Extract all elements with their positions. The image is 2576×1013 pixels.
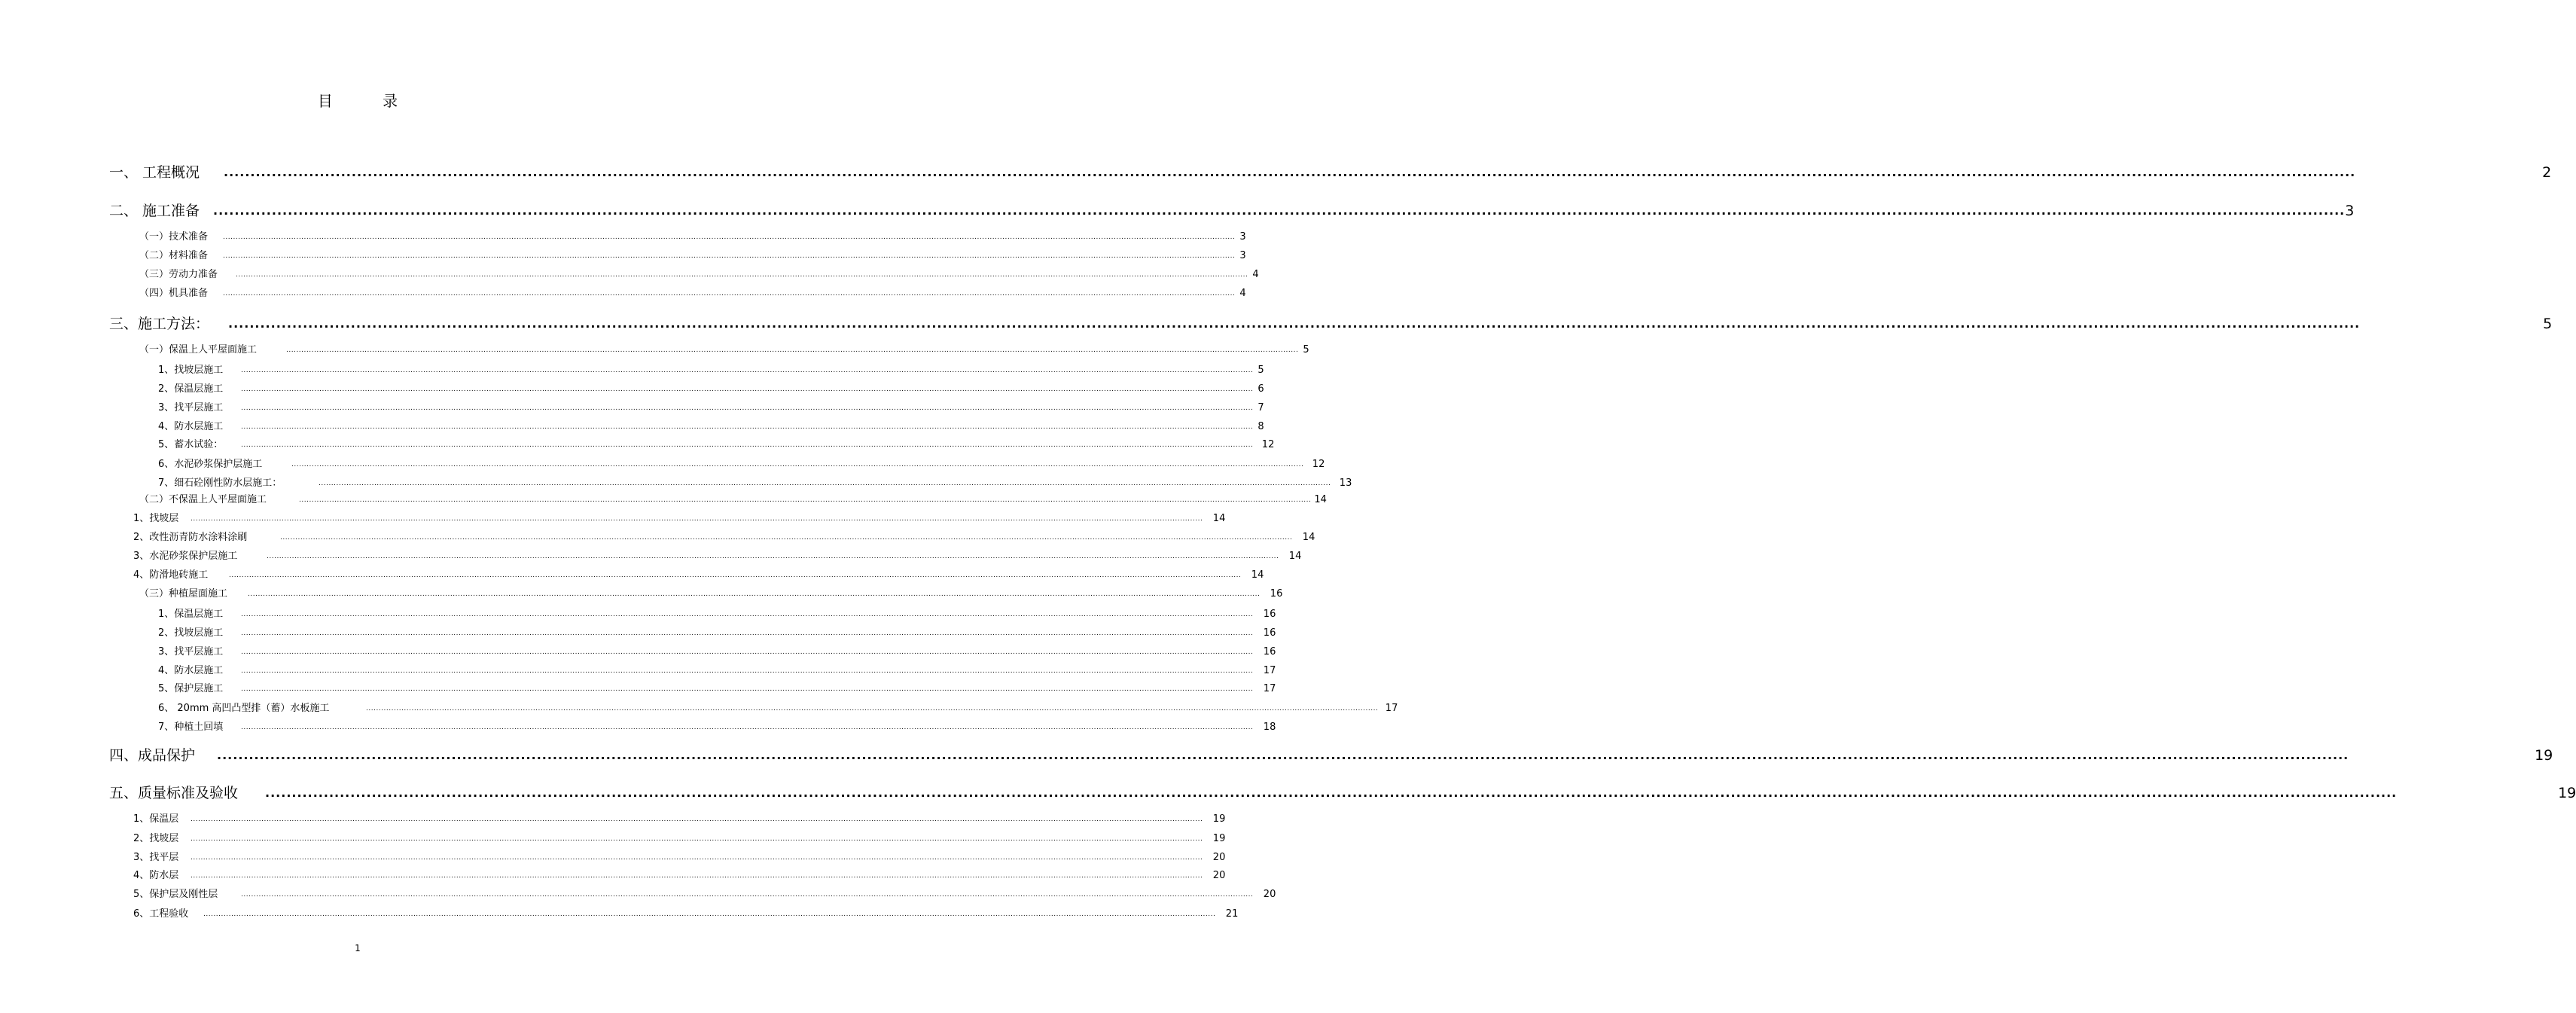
toc-entry-page: 17 — [1263, 683, 1276, 694]
toc-entry-page: 16 — [1263, 646, 1276, 658]
toc-entry — [158, 477, 1352, 490]
toc-entry — [133, 888, 1276, 902]
toc-entry-label: （三）劳动力准备 — [139, 269, 218, 280]
toc-entry-label: （一）保温上人平屋面施工 — [139, 344, 258, 355]
toc-leader-dots: ................................................................................................................................................................................................................................................................................................................................................................................................................ — [241, 630, 1254, 637]
toc-entry-label: 3、水泥砂浆保护层施工 — [133, 551, 238, 562]
toc-entry — [158, 383, 1264, 396]
toc-entry — [133, 832, 1226, 846]
toc-entry — [158, 627, 1276, 640]
toc-entry-label: 四、成品保护 — [109, 747, 196, 764]
toc-entry — [158, 664, 1276, 678]
toc-leader-dots: ................................................................................................................................................................................................................................................................................................................................................................................................................ — [265, 786, 2398, 800]
toc-leader-dots: ................................................................................................................................................................................................................................................................................................................................................................................................................ — [299, 496, 1312, 504]
toc-entry — [139, 343, 1309, 357]
toc-entry-page: 3 — [2345, 203, 2355, 219]
toc-leader-dots: ................................................................................................................................................................................................................................................................................................................................................................................................................ — [241, 386, 1254, 393]
toc-leader-dots: ................................................................................................................................................................................................................................................................................................................................................................................................................ — [223, 290, 1236, 297]
toc-leader-dots: ................................................................................................................................................................................................................................................................................................................................................................................................................ — [224, 165, 2356, 179]
toc-entry-label: 6、 20mm 高凹凸型排（蓄）水板施工 — [158, 703, 330, 714]
toc-entry-page: 2 — [2542, 164, 2552, 181]
toc-entry-label: 1、保温层 — [133, 813, 179, 825]
toc-entry-page: 14 — [1212, 513, 1226, 524]
toc-leader-dots: ................................................................................................................................................................................................................................................................................................................................................................................................................ — [286, 346, 1299, 354]
toc-entry-page: 4 — [1239, 288, 1246, 299]
toc-leader-dots: ................................................................................................................................................................................................................................................................................................................................................................................................................ — [241, 648, 1254, 656]
toc-entry-page: 17 — [1263, 665, 1276, 676]
toc-entry-label: 4、防水层施工 — [158, 665, 224, 676]
toc-entry-label: 4、防水层 — [133, 870, 179, 881]
toc-entry-page: 6 — [1258, 383, 1264, 395]
toc-entry-label: （三）种植屋面施工 — [139, 588, 228, 600]
toc-entry — [158, 721, 1276, 734]
toc-leader-dots: ................................................................................................................................................................................................................................................................................................................................................................................................................ — [241, 423, 1254, 431]
toc-leader-dots: ................................................................................................................................................................................................................................................................................................................................................................................................................ — [319, 480, 1331, 487]
toc-entry-page: 19 — [2535, 747, 2553, 764]
toc-leader-dots: ................................................................................................................................................................................................................................................................................................................................................................................................................ — [366, 705, 1379, 712]
toc-entry-page: 18 — [1263, 722, 1276, 733]
toc-leader-dots: ................................................................................................................................................................................................................................................................................................................................................................................................................ — [280, 534, 1293, 542]
toc-entry-page: 20 — [1212, 870, 1226, 881]
toc-entry-page: 16 — [1270, 588, 1283, 600]
toc-leader-dots: ................................................................................................................................................................................................................................................................................................................................................................................................................ — [213, 203, 2346, 218]
toc-leader-dots: ................................................................................................................................................................................................................................................................................................................................................................................................................ — [241, 724, 1254, 731]
toc-entry — [133, 569, 1264, 582]
toc-entry-label: 2、改性沥青防水涂料涂刷 — [133, 532, 248, 543]
toc-leader-dots: ................................................................................................................................................................................................................................................................................................................................................................................................................ — [241, 441, 1254, 449]
toc-leader-dots: ................................................................................................................................................................................................................................................................................................................................................................................................................ — [241, 611, 1254, 618]
toc-entry-page: 19 — [2558, 785, 2576, 801]
toc-entry-label: 3、找平层施工 — [158, 646, 224, 658]
toc-entry-label: （二）材料准备 — [139, 250, 209, 261]
toc-entry-label: 2、保温层施工 — [158, 383, 224, 395]
toc-entry-page: 12 — [1261, 439, 1275, 450]
toc-entry-page: 19 — [1212, 813, 1226, 825]
toc-entry — [133, 851, 1226, 865]
toc-entry-label: 五、质量标准及验收 — [109, 785, 239, 801]
toc-entry — [139, 493, 1327, 507]
toc-entry — [109, 314, 2553, 334]
toc-entry-label: 三、施工方法： — [109, 316, 210, 332]
toc-leader-dots: ................................................................................................................................................................................................................................................................................................................................................................................................................ — [191, 515, 1203, 523]
toc-entry-page: 17 — [1385, 703, 1398, 714]
toc-entry — [133, 908, 1239, 921]
toc-entry — [109, 201, 2355, 221]
toc-entry-page: 7 — [1258, 402, 1264, 413]
toc-entry-page: 5 — [1303, 344, 1309, 355]
toc-entry — [133, 531, 1315, 545]
toc-leader-dots: ................................................................................................................................................................................................................................................................................................................................................................................................................ — [191, 816, 1203, 823]
toc-entry-label: 7、种植土回填 — [158, 722, 224, 733]
toc-leader-dots: ................................................................................................................................................................................................................................................................................................................................................................................................................ — [223, 252, 1236, 260]
toc-entry-page: 14 — [1288, 551, 1302, 562]
toc-leader-dots: ................................................................................................................................................................................................................................................................................................................................................................................................................ — [241, 667, 1254, 675]
toc-entry-page: 5 — [2543, 316, 2553, 332]
toc-entry-label: （二）不保温上人平屋面施工 — [139, 494, 267, 505]
toc-entry-page: 14 — [1251, 569, 1264, 581]
toc-entry-label: 2、找坡层 — [133, 833, 179, 844]
toc-entry-page: 8 — [1258, 421, 1264, 432]
toc-leader-dots: ................................................................................................................................................................................................................................................................................................................................................................................................................ — [241, 367, 1254, 374]
toc-entry-label: 1、找坡层 — [133, 513, 179, 524]
toc-entry-label: 4、防水层施工 — [158, 421, 224, 432]
toc-entry-page: 13 — [1339, 478, 1352, 489]
toc-entry — [133, 813, 1226, 826]
toc-title: 目 录 — [317, 92, 421, 110]
toc-entry-page: 16 — [1263, 609, 1276, 620]
toc-entry — [109, 163, 2552, 182]
toc-entry — [133, 550, 1302, 563]
toc-entry — [158, 645, 1276, 659]
toc-entry-label: 二、 施工准备 — [109, 203, 200, 219]
toc-entry — [139, 268, 1259, 282]
toc-leader-dots: ................................................................................................................................................................................................................................................................................................................................................................................................................ — [229, 572, 1242, 579]
toc-leader-dots: ................................................................................................................................................................................................................................................................................................................................................................................................................ — [241, 891, 1254, 899]
toc-entry-page: 14 — [1314, 494, 1327, 505]
toc-entry — [139, 249, 1246, 263]
toc-leader-dots: ................................................................................................................................................................................................................................................................................................................................................................................................................ — [191, 854, 1203, 862]
toc-leader-dots: ................................................................................................................................................................................................................................................................................................................................................................................................................ — [267, 553, 1279, 560]
toc-entry-label: 6、工程验收 — [133, 908, 189, 920]
toc-leader-dots: ................................................................................................................................................................................................................................................................................................................................................................................................................ — [223, 233, 1236, 241]
toc-entry-label: 3、找平层 — [133, 852, 179, 863]
toc-leader-dots: ................................................................................................................................................................................................................................................................................................................................................................................................................ — [191, 872, 1203, 880]
toc-leader-dots: ................................................................................................................................................................................................................................................................................................................................................................................................................ — [241, 685, 1254, 693]
toc-entry-label: 3、找平层施工 — [158, 402, 224, 413]
toc-entry — [158, 458, 1325, 471]
toc-entry-label: 5、保护层施工 — [158, 683, 224, 694]
toc-entry — [133, 869, 1226, 883]
toc-leader-dots: ................................................................................................................................................................................................................................................................................................................................................................................................................ — [217, 748, 2349, 762]
toc-entry-page: 20 — [1212, 852, 1226, 863]
page-number: 1 — [355, 943, 361, 954]
toc-leader-dots: ................................................................................................................................................................................................................................................................................................................................................................................................................ — [228, 316, 2361, 331]
toc-leader-dots: ................................................................................................................................................................................................................................................................................................................................................................................................................ — [291, 461, 1304, 468]
toc-entry — [158, 401, 1264, 415]
toc-entry — [158, 420, 1264, 434]
toc-entry-label: 1、找坡层施工 — [158, 365, 224, 376]
toc-entry-page: 4 — [1252, 269, 1259, 280]
toc-entry-label: 一、 工程概况 — [109, 164, 200, 181]
toc-entry — [158, 364, 1264, 377]
toc-entry — [158, 682, 1276, 696]
toc-entry — [158, 702, 1398, 716]
toc-entry-page: 19 — [1212, 833, 1226, 844]
toc-entry — [109, 746, 2553, 765]
toc-entry-page: 3 — [1239, 250, 1246, 261]
toc-leader-dots: ................................................................................................................................................................................................................................................................................................................................................................................................................ — [203, 911, 1216, 918]
toc-leader-dots: ................................................................................................................................................................................................................................................................................................................................................................................................................ — [241, 404, 1254, 412]
toc-entry — [158, 608, 1276, 621]
toc-entry-label: 5、保护层及刚性层 — [133, 889, 218, 900]
toc-entry-page: 21 — [1225, 908, 1239, 920]
toc-entry-page: 12 — [1312, 459, 1325, 470]
toc-entry — [109, 783, 2576, 803]
toc-entry — [139, 587, 1283, 601]
toc-entry — [158, 438, 1275, 452]
toc-entry-label: 1、保温层施工 — [158, 609, 224, 620]
toc-entry-label: 7、细石砼刚性防水层施工： — [158, 478, 282, 489]
toc-entry — [139, 287, 1246, 301]
toc-entry-page: 20 — [1263, 889, 1276, 900]
toc-entry-page: 16 — [1263, 627, 1276, 639]
toc-entry-label: 2、找坡层施工 — [158, 627, 224, 639]
toc-leader-dots: ................................................................................................................................................................................................................................................................................................................................................................................................................ — [236, 271, 1248, 279]
toc-entry-page: 3 — [1239, 231, 1246, 243]
toc-entry-label: 5、蓄水试验： — [158, 439, 224, 450]
toc-entry — [139, 230, 1246, 244]
toc-entry-label: （一）技术准备 — [139, 231, 209, 243]
toc-entry-label: 4、防滑地砖施工 — [133, 569, 209, 581]
toc-leader-dots: ................................................................................................................................................................................................................................................................................................................................................................................................................ — [248, 590, 1261, 598]
toc-entry-page: 5 — [1258, 365, 1264, 376]
toc-entry-page: 14 — [1302, 532, 1315, 543]
toc-entry-label: （四）机具准备 — [139, 288, 209, 299]
toc-leader-dots: ................................................................................................................................................................................................................................................................................................................................................................................................................ — [191, 835, 1203, 843]
toc-entry — [133, 512, 1226, 526]
toc-entry-label: 6、水泥砂浆保护层施工 — [158, 459, 263, 470]
